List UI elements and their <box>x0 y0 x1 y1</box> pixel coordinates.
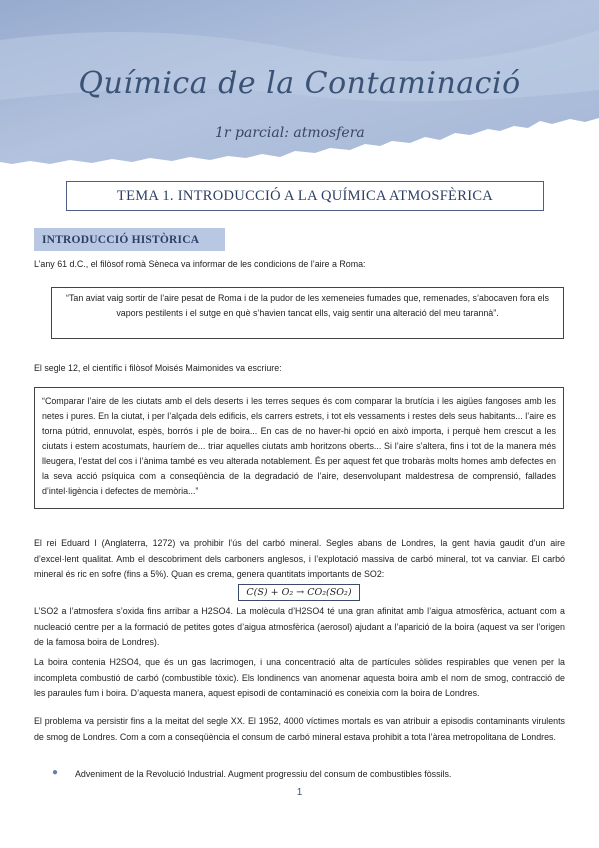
paragraph-so2: L’SO2 a l’atmosfera s’oxida fins arribar a H2SO4. La molècula d’H2SO4 té una gran afinitat amb l’aigua atmosfèrica, actuant com a nucleació centre per a la formació de petites gotes d’aigua atmosfèrica (aerosol) ajudant a l’aparició de la boira (aquest va ser l’origen de la famosa boira de Londres). <box>34 606 565 648</box>
page-number: 1 <box>296 787 303 798</box>
maimonides-quote-box <box>34 387 564 509</box>
paragraph-boira: La boira contenia H2SO4, que és un gas lacrimogen, i una concentració alta de partícules sòlides respirables que venen per la incompleta combustió de carbó (combustible tòxic). Els londinencs van anomenar aquesta boira amb el nom de smog, contracció de les paraules fum i boira. D’aquesta manera, aquest episodi de contaminació es coneixia com la boira de Londres. <box>34 657 565 699</box>
paragraph-seneca-intro: L’any 61 d.C., el filòsof romà Sèneca va informar de les condicions de l’aire a Roma: <box>34 259 366 269</box>
combustion-equation: C(S) + O₂ → CO₂(SO₂) <box>238 584 360 601</box>
maimonides-quote-text: “Comparar l’aire de les ciutats amb el dels deserts i les terres seques és com comparar la brutícia i les aigües fangoses amb les netes i pures. En la ciutat, i per l’alçada dels edificis, els carrers estrets, i tot els vessaments i restes dels seus habitants... l’aire es torna pútrid, ennuvolat, espès, borrós i ple de boira... En cas de no haver-hi opció en això importa, i perquè hem crescut a les ciutats i estem acostumats, hauríem de... triar aquelles ciutats amb horitzons oberts... Si l’aire s’altera, fins i tot de la manera més lleugera, l’estat del cos i l’ànima també es veu alterada notablement. És per aquest fet que trobaràs molts homes amb defectes en la seva acció psíquica com a conseqüència de la degradació de l’aire, desenvolupant maldestresa de comprensió, fallades d’intel·ligència i defectes de memòria...” <box>42 396 556 496</box>
seneca-quote-text: “Tan aviat vaig sortir de l’aire pesat de Roma i de la pudor de les xemeneies fumades que, remenades, s’abocaven fora els vapors pestilents i el sutge en què s’havien tancat ells, vaig sentir una alteració del meu tarannà”. <box>66 293 549 318</box>
document-title: Química de la Contaminació <box>78 66 521 101</box>
topic-heading: TEMA 1. INTRODUCCIÓ A LA QUÍMICA ATMOSFÈRICA <box>66 181 544 211</box>
bullet-item-revolucio: Adveniment de la Revolució Industrial. Augment progressiu del consum de combustibles fòssils. <box>75 769 452 779</box>
document-subtitle: 1r parcial: atmosfera <box>215 125 365 141</box>
paragraph-eduard: El rei Eduard I (Anglaterra, 1272) va prohibir l’ús del carbó mineral. Segles abans de Londres, la gent havia gaudit d’un aire d’excel·lent qualitat. Amb el descobriment dels carboners anglesos, i l’explotació massiva de carbó mineral, tot va canviar. El carbó mineral és ric en sofre (fins a 5%). Quan es crema, genera quantitats importants de SO2: <box>34 538 565 580</box>
paragraph-segle-xx: El problema va persistir fins a la meitat del segle XX. El 1952, 4000 víctimes mortals es van atribuir a episodis contaminants virulents de smog de Londres. Com a com a conseqüència el consum de carbó mineral estava prohibit a tota l’àrea metropolitana de Londres. <box>34 716 565 742</box>
bullet-icon: ● <box>52 767 59 778</box>
seneca-quote-box <box>51 287 564 339</box>
paragraph-maimonides-intro: El segle 12, el científic i filòsof Moisés Maimonides va escriure: <box>34 363 282 373</box>
section-heading: INTRODUCCIÓ HISTÒRICA <box>34 228 225 251</box>
